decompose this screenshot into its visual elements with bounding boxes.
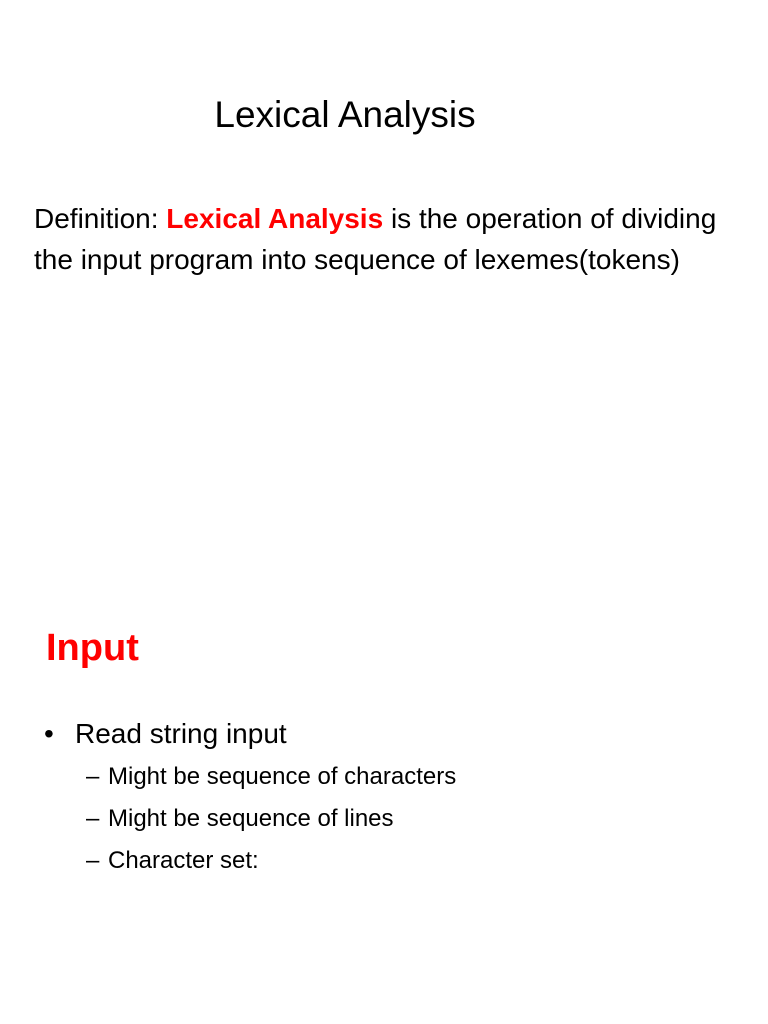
- dash-marker: –: [86, 805, 100, 832]
- sub-bullet-text: Character set:: [108, 847, 259, 874]
- sub-bullet-item: [86, 840, 744, 882]
- dash-marker: –: [86, 847, 100, 874]
- definition-term: Lexical Analysis: [166, 203, 384, 234]
- sub-bullet-list: [86, 756, 744, 882]
- definition-paragraph: [34, 198, 734, 280]
- slide-title: Input: [46, 627, 139, 669]
- definition-text: is the operation of dividing the input program into sequence of lexemes(tokens): [34, 203, 717, 275]
- sub-bullet-item: [86, 756, 744, 798]
- bullet-item: [44, 714, 744, 882]
- dash-marker: –: [86, 763, 100, 790]
- bullet-marker: •: [44, 718, 54, 749]
- sub-bullet-text: Might be sequence of lines: [108, 805, 394, 832]
- slide-title: Lexical Analysis: [214, 94, 476, 135]
- slide-input: [0, 512, 768, 1024]
- sub-bullet-item: [86, 798, 744, 840]
- definition-label: Definition:: [34, 203, 167, 234]
- sub-bullet-text: Might be sequence of characters: [108, 763, 457, 790]
- bullet-list: [44, 714, 744, 882]
- bullet-text: Read string input: [75, 718, 287, 749]
